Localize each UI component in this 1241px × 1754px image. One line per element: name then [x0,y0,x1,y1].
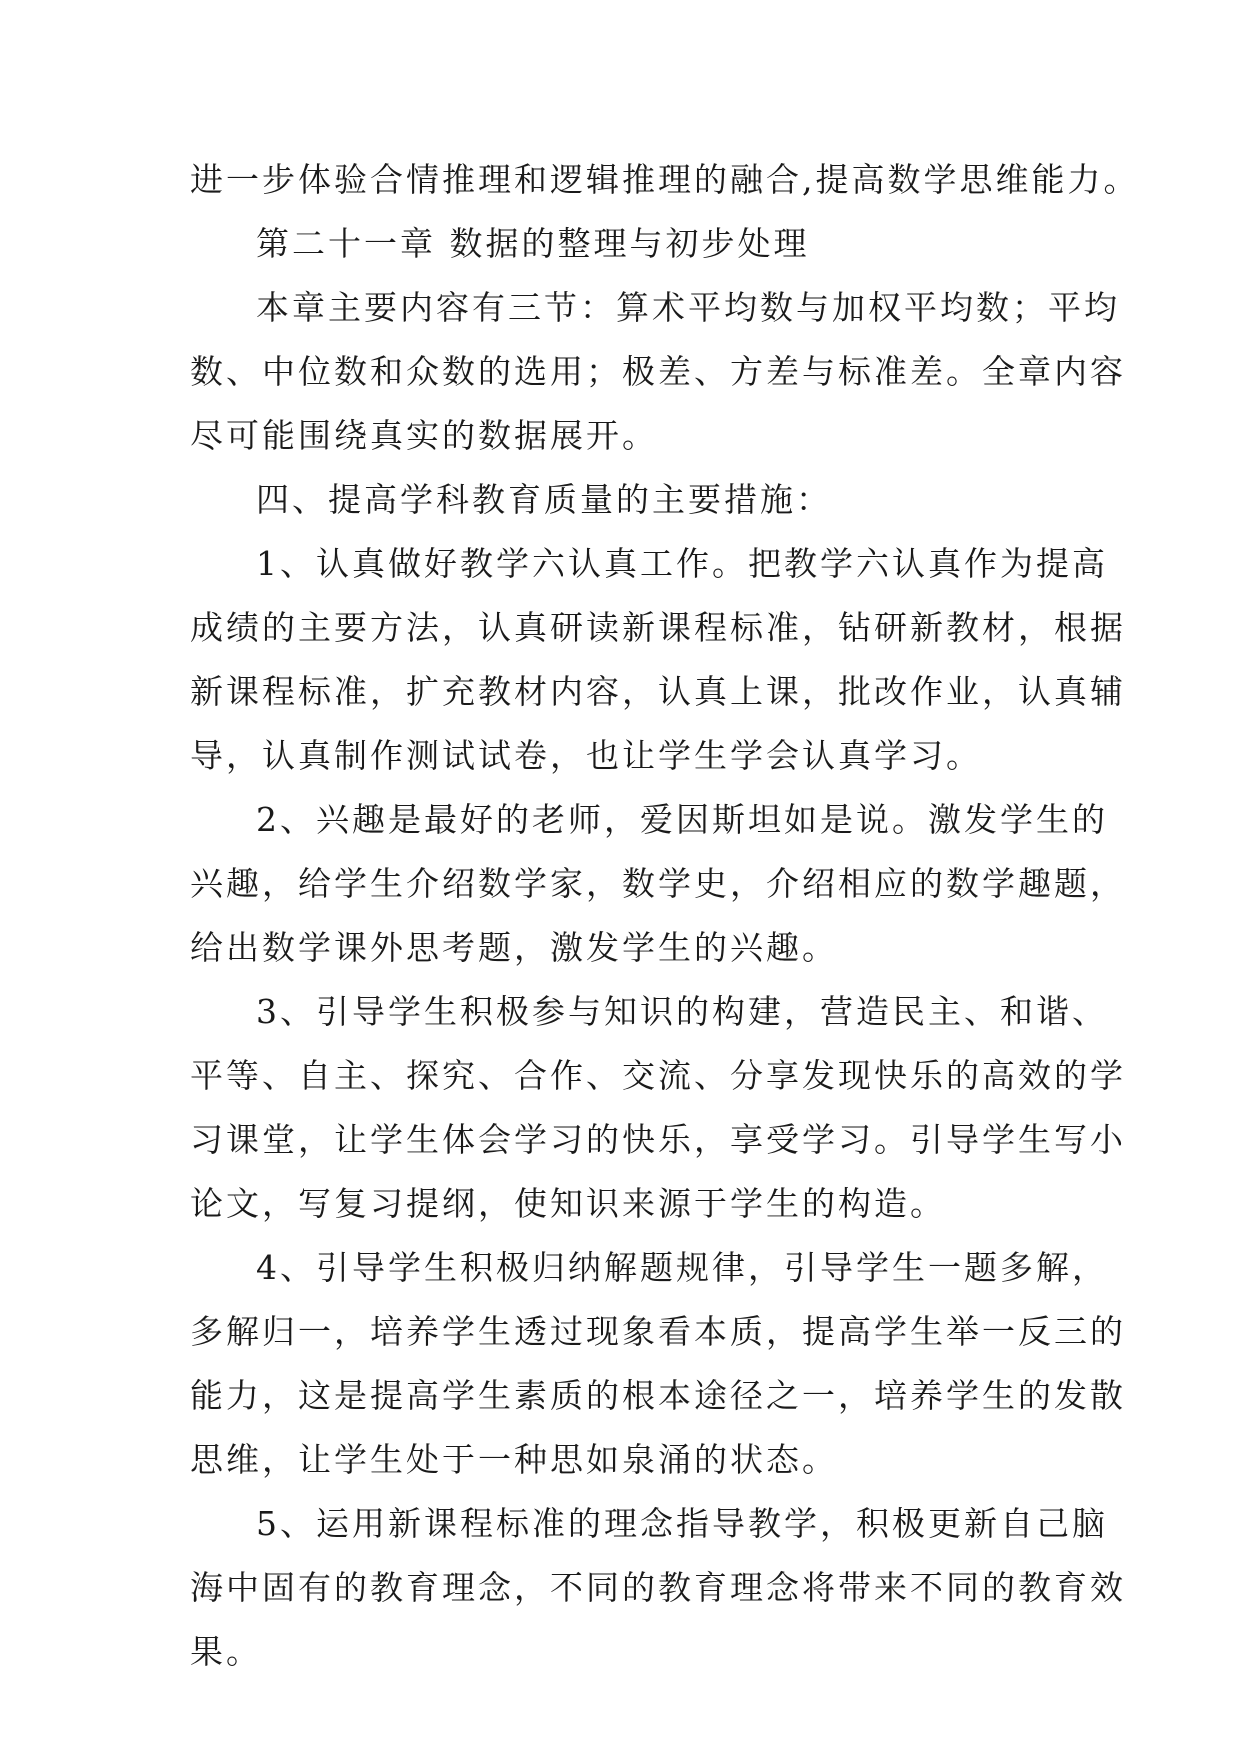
text-line: 5、运用新课程标准的理念指导教学，积极更新自己脑 [256,1504,1108,1543]
text-line: 多解归一，培养学生透过现象看本质，提高学生举一反三的 [190,1312,1126,1351]
text-line: 兴趣，给学生介绍数学家，数学史，介绍相应的数学趣题， [190,864,1126,903]
text-line: 3、引导学生积极参与知识的构建，营造民主、和谐、 [256,992,1108,1031]
text-line: 成绩的主要方法，认真研读新课程标准，钻研新教材，根据 [190,608,1126,647]
text-line: 2、兴趣是最好的老师，爱因斯坦如是说。激发学生的 [256,800,1108,839]
text-line: 论文，写复习提纲，使知识来源于学生的构造。 [190,1184,946,1223]
text-line: 习课堂，让学生体会学习的快乐，享受学习。引导学生写小 [190,1120,1126,1159]
text-line: 进一步体验合情推理和逻辑推理的融合,提高数学思维能力。 [190,160,1140,199]
text-line: 给出数学课外思考题，激发学生的兴趣。 [190,928,838,967]
text-line: 数、中位数和众数的选用；极差、方差与标准差。全章内容 [190,352,1126,391]
text-line: 尽可能围绕真实的数据展开。 [190,416,658,455]
text-line: 平等、自主、探究、合作、交流、分享发现快乐的高效的学 [190,1056,1126,1095]
text-line: 新课程标准，扩充教材内容，认真上课，批改作业，认真辅 [190,672,1126,711]
text-line: 四、提高学科教育质量的主要措施： [256,480,832,519]
text-line: 海中固有的教育理念，不同的教育理念将带来不同的教育效 [190,1568,1126,1607]
text-line: 导，认真制作测试试卷，也让学生学会认真学习。 [190,736,982,775]
text-line: 1、认真做好教学六认真工作。把教学六认真作为提高 [256,544,1108,583]
text-line: 本章主要内容有三节：算术平均数与加权平均数；平均 [256,288,1120,327]
document-body [190,148,1140,1684]
text-line: 4、引导学生积极归纳解题规律，引导学生一题多解， [256,1248,1108,1287]
text-line: 能力，这是提高学生素质的根本途径之一，培养学生的发散 [190,1376,1126,1415]
text-line: 果。 [190,1632,262,1671]
text-line: 第二十一章 数据的整理与初步处理 [256,224,810,263]
text-line: 思维，让学生处于一种思如泉涌的状态。 [190,1440,838,1479]
